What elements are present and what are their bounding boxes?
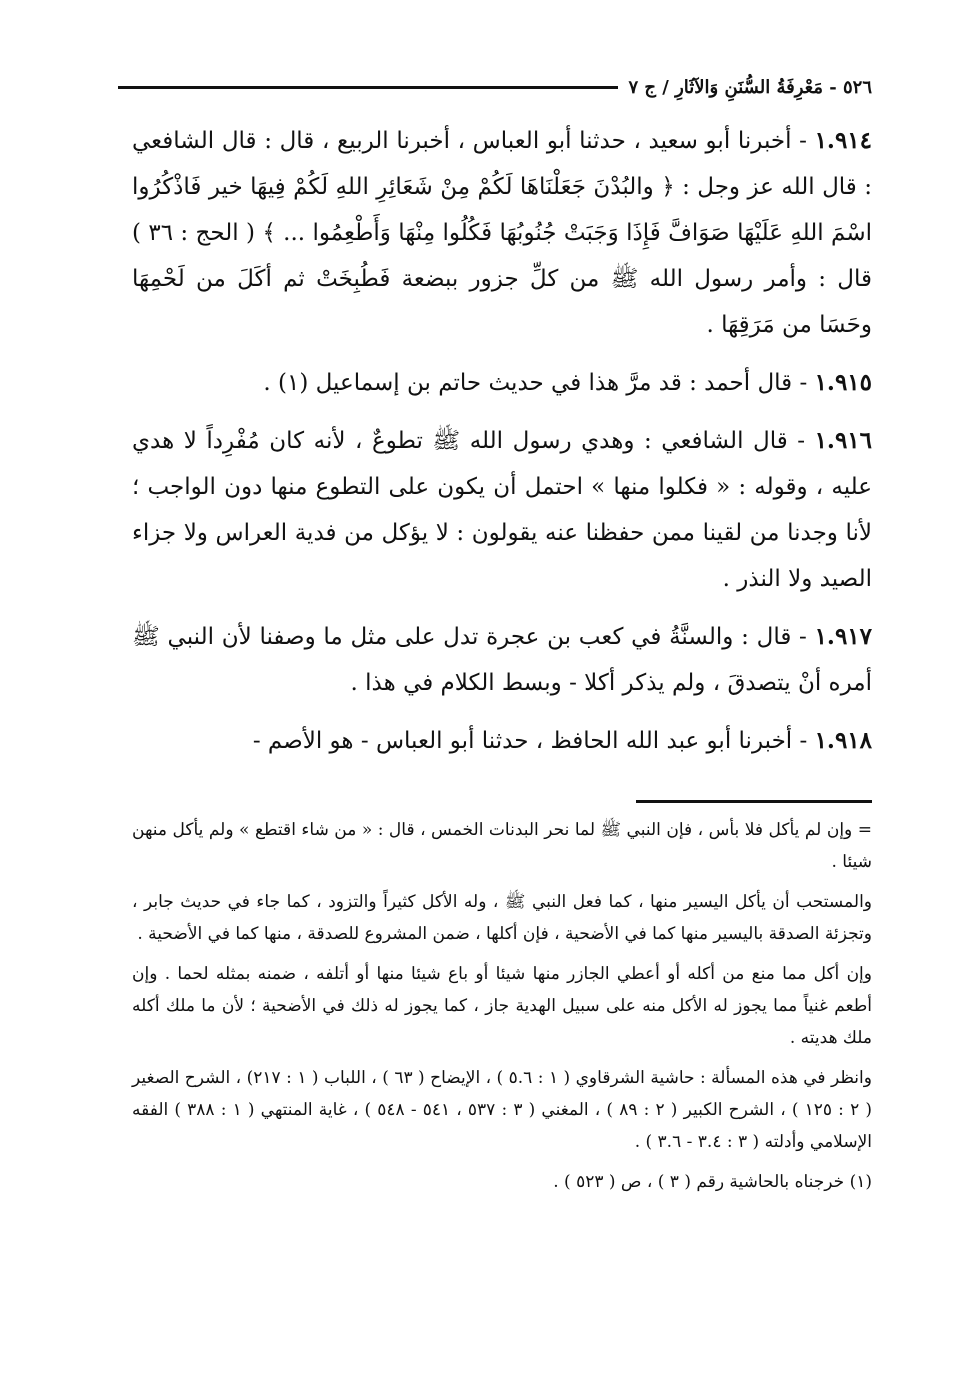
paragraph-number: ١.٩١٨ [814,727,872,754]
paragraph-text: - قال : والسنَّةُ في كعب بن عجرة تدل على مثل ما وصفنا لأن النبي ﷺ أمره أنْ يتصدقَ ، ولم يذكر أكلا - وبسط الكلام في هذا . [132,624,872,696]
paragraph-text: - أخبرنا أبو عبد الله الحافظ ، حدثنا أبو العباس - هو الأصم - [252,728,815,754]
paragraph-1918 [132,718,872,764]
running-head: ٥٢٦ - مَعْرِفَةُ السُّنَنِ وَالآثَارِ / ج ٧ [628,76,872,98]
book-page [112,58,872,1338]
paragraph-1914 [132,118,872,348]
footnote-references: وانظر في هذه المسألة : حاشية الشرقاوي ( ١ : ٥.٦ ) ، الإيضاح ( ٦٣ ) ، اللباب ( ١ : ٢١٧) ، الشرح الصغير ( ٢ : ١٢٥ ) ، الشرح الكبير ( ٢ : ٨٩ ) ، المغني ( ٣ : ٥٣٧ ، ٥٤١ - ٥٤٨ ) ، غاية المنتهي ( ١ : ٣٨٨ ) الفقه الإسلامي وأدلته ( ٣ : ٣.٤ - ٣.٦ ) . [132,1068,872,1152]
footnote-continuation: = وإن لم يأكل فلا بأس ، فإن النبي ﷺ لما نحر البدنات الخمس ، قال : « من شاء اقتطع » ولم يأكل منهن شيئا . [132,820,872,872]
footnote-paragraph: وإن أكل مما منع من أكله أو أعطي الجازر منها شيئا أو باع شيئا منها أو أتلفه ، ضمنه بمثله لحما . وإن أطعم غنياً مما يجوز له الأكل منه على سبيل الهدية جاز ، كما يجوز له ذلك في الأضحية ؛ لأن ما ملك أكله ملك هديته . [132,964,872,1048]
footnote-separator [636,800,872,803]
paragraph-1917 [132,614,872,706]
paragraph-text: - قال الشافعي : وهدي رسول الله ﷺ تطوعٌ ، لأنه كان مُفْرِداً لا هدي عليه ، وقوله : « فكلوا منها » احتمل أن يكون على التطوع منها دون الواجب ؛ لأنا وجدنا من لقينا ممن حفظنا عنه يقولون : لا يؤكل من فدية العراس ولا جزاء الصيد ولا النذر . [132,428,872,592]
footnote-paragraph: والمستحب أن يأكل اليسير منها ، كما فعل النبي ﷺ ، وله الأكل كثيراً والتزود ، كما جاء في حديث جابر ، وتجزئة الصدقة باليسير منها كما في الأضحية ، فإن أكلها ، ضمن المشروع للصدقة ، منها كما في الأضحية . [132,892,872,944]
page-header [112,72,872,102]
paragraph-text: - أخبرنا أبو سعيد ، حدثنا أبو العباس ، أخبرنا الربيع ، قال : قال الشافعي : قال الله عز وجل : ﴿ والبُدْنَ جَعَلْنَاهَا لَكُمْ مِنْ شَعَائِرِ اللهِ لَكُمْ فِيهَا خير فَاذْكُرُوا اسْمَ اللهِ عَلَيْهَا صَوَافَّ فَإِذَا وَجَبَتْ جُنُوبُهَا فَكُلُوا مِنْهَا وَأَطْعِمُوا ... ﴾ ( الحج : ٣٦ ) قال : وأمر رسول الله ﷺ من كلِّ جزور ببضعة فَطُبِخَتْ ثم أكَلَ من لَحْمِهَا وحَسَا من مَرَقِهَا . [132,128,872,338]
main-text [132,118,872,776]
paragraph-number: ١.٩١٥ [814,369,872,396]
paragraph-text: - قال أحمد : قد مرَّ هذا في حديث حاتم بن إسماعيل (١) . [263,370,815,396]
header-rule [118,86,618,89]
paragraph-number: ١.٩١٤ [814,127,872,154]
paragraph-1915 [132,360,872,406]
paragraph-number: ١.٩١٧ [814,623,872,650]
paragraph-number: ١.٩١٦ [814,427,872,454]
paragraph-1916 [132,418,872,602]
footnotes [132,814,872,1206]
footnote-1: (١) خرجناه بالحاشية رقم ( ٣ ) ، ص ( ٥٢٣ ) . [553,1172,872,1192]
